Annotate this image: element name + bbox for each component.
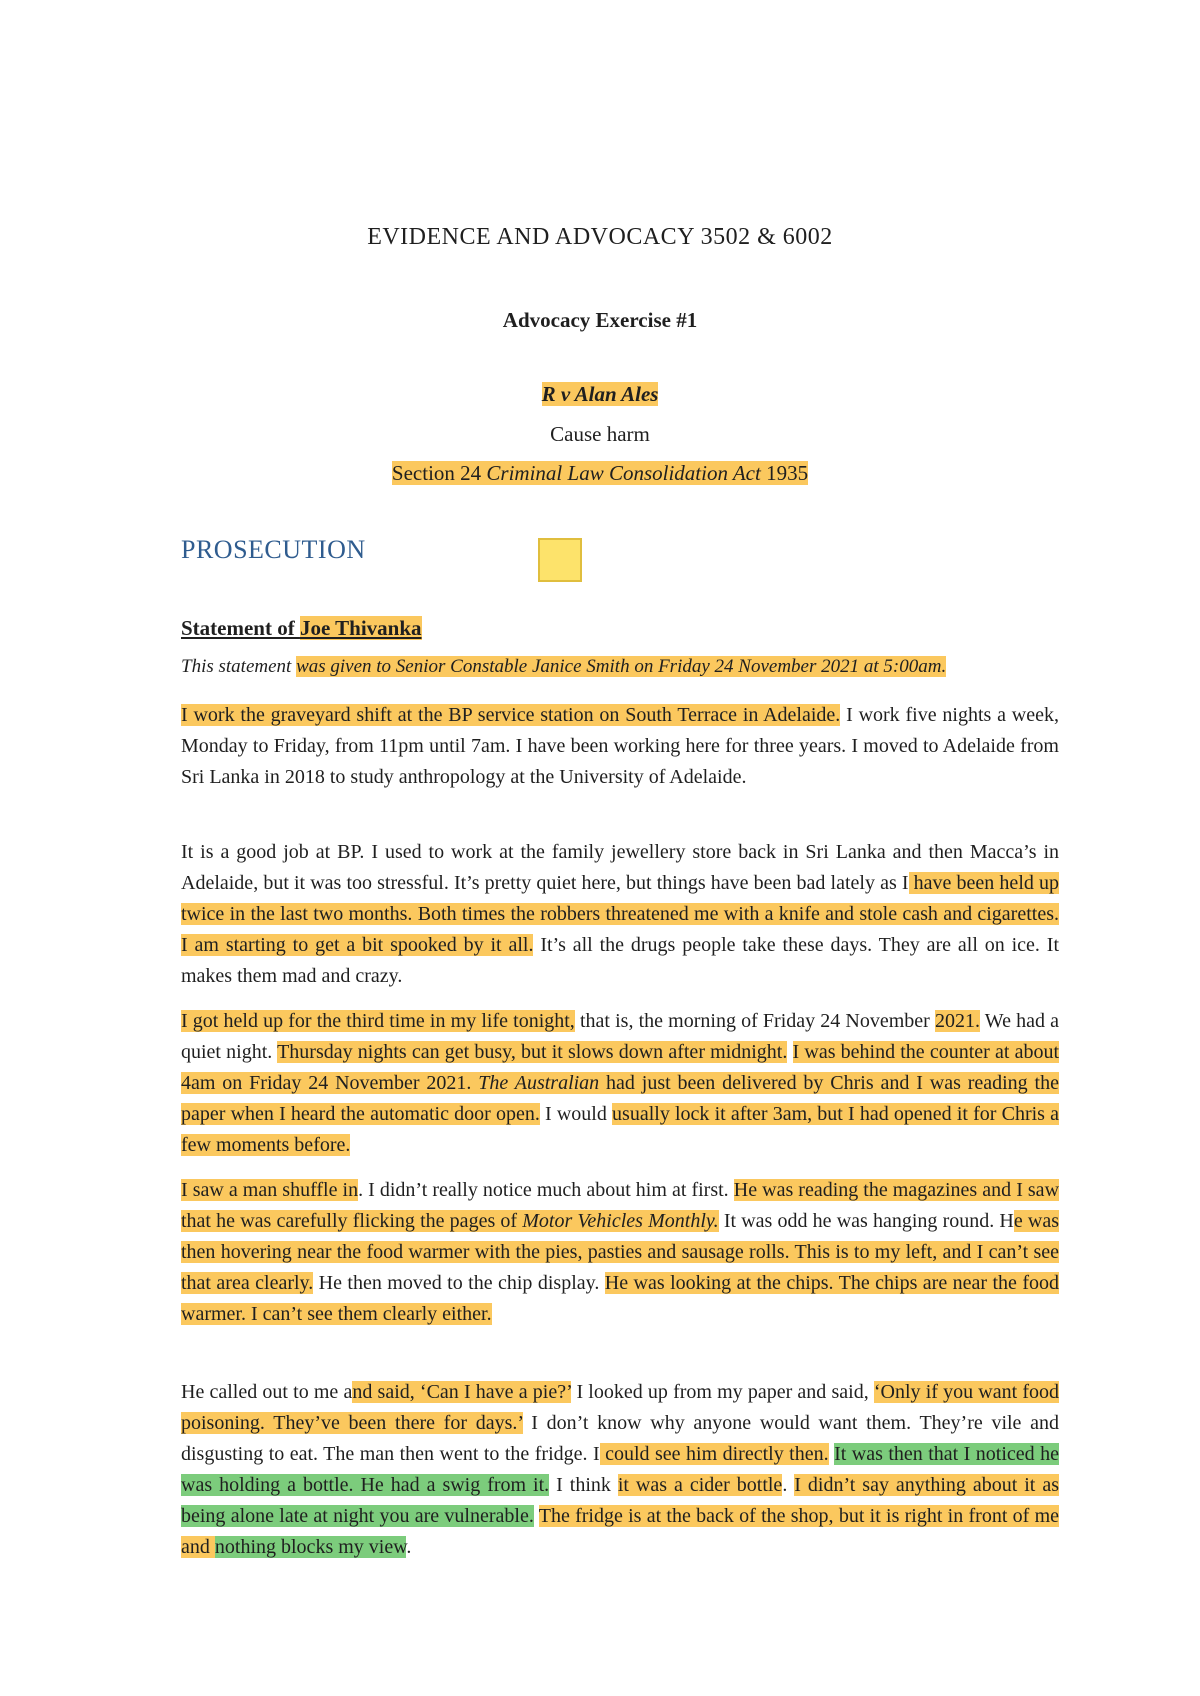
text-run: .: [782, 1474, 795, 1496]
statement-heading-prefix: Statement of: [181, 616, 300, 640]
text-run: It was then that I noticed he was holding a bottle. He had a swig from it.: [181, 1443, 1060, 1496]
text-run: I would: [539, 1103, 613, 1125]
text-run: [534, 1505, 539, 1527]
prosecution-heading: PROSECUTION: [181, 535, 366, 564]
text-run: nothing blocks my view: [214, 1536, 407, 1558]
text-run: H: [994, 1210, 1014, 1232]
text-run: Both times the robbers threatened me with a knife and stole cash and cigarettes. I am starting to get a bit spooked by it all.: [181, 903, 1059, 956]
paragraph-4: [181, 1175, 1059, 1330]
text-run: I work five nights a week, Monday to Friday, from 11pm until 7am. I have been working here for three years. I moved to Adelaide from Sri Lanka in 2018 to study anthropology at the University of Adelaide.: [181, 704, 1059, 788]
paragraph-5: [181, 1377, 1059, 1563]
course-title: EVIDENCE AND ADVOCACY 3502 & 6002: [367, 224, 833, 250]
text-run: The fridge is at the back of the shop, but it is right in front of me and: [181, 1505, 1059, 1558]
statement-note-detail: was given to Senior Constable Janice Smith on Friday 24 November 2021 at 5:00am.: [296, 656, 947, 677]
magazine-title: Motor Vehicles Monthly.: [522, 1210, 719, 1232]
act-name: Criminal Law Consolidation Act: [486, 461, 761, 485]
text-run: I didn’t say anything about it as: [794, 1474, 1059, 1496]
text-run: He then moved to the chip display.: [313, 1272, 605, 1294]
text-run: I work the graveyard shift at the BP service station on South Terrace in Adelaide.: [181, 704, 841, 726]
text-run: have been held up twice in the last two months.: [181, 872, 1059, 925]
paragraph-2: [181, 837, 1059, 992]
case-name-line: [0, 382, 1200, 407]
paragraph-3: [181, 1006, 1059, 1161]
text-run: I don’t know why anyone would want them. They’re vile and disgusting to eat. The man then went to the fridge. I: [181, 1412, 1059, 1465]
text-run: I looked up from my paper and said,: [571, 1381, 874, 1403]
case-name: R v Alan Ales: [541, 382, 659, 406]
text-run: He was reading the magazines and I saw that he was carefully flicking the pages of: [181, 1179, 1060, 1232]
text-run: had just been delivered by Chris and I was reading the paper when I heard the automatic door open.: [181, 1072, 1059, 1125]
text-run: He was looking at the chips. The chips are near the food warmer. I can’t see them clearly either.: [181, 1272, 1059, 1325]
text-run: I got held up for the third time in my life tonight,: [181, 1010, 575, 1032]
text-run: It’s all the drugs people take these days. They are all on ice. It makes them mad and crazy.: [181, 934, 1060, 987]
text-run: . I didn’t really notice much about him at first.: [358, 1179, 734, 1201]
text-run: 2021.: [935, 1010, 980, 1032]
text-run: We had a quiet night.: [181, 1010, 1059, 1063]
legislation-highlight: [392, 461, 808, 485]
text-run: that is, the morning of Friday 24 November: [574, 1010, 935, 1032]
statement-note: [181, 656, 1061, 678]
text-run: ‘Only if you want food poisoning. They’ve been there for days.’: [181, 1381, 1059, 1434]
statement-heading: [181, 616, 422, 641]
paragraph-1: [181, 700, 1059, 793]
text-run: could see him directly then.: [599, 1443, 829, 1465]
act-year: 1935: [760, 461, 809, 485]
newspaper-title: The Australian: [478, 1072, 600, 1094]
section-number: Section 24: [391, 461, 487, 485]
text-run: .: [406, 1536, 412, 1558]
text-run: usually lock it after 3am, but I had opened it for Chris a few moments before.: [181, 1103, 1060, 1156]
text-run: I saw a man shuffle in: [181, 1179, 359, 1201]
sticky-note-icon[interactable]: [538, 538, 582, 582]
statement-note-prefix: This statement: [181, 656, 297, 677]
exercise-title: Advocacy Exercise #1: [502, 308, 698, 332]
legislation-line: [0, 461, 1200, 486]
text-run: Thursday nights can get busy, but it slows down after midnight.: [277, 1041, 788, 1063]
text-run: it was a cider bottle: [617, 1474, 783, 1496]
text-run: nd said, ‘Can I have a pie?’: [352, 1381, 572, 1403]
text-run: It is a good job at BP. I used to work at the family jewellery store back in Sri Lanka and then Macca’s in Adelaide, but it was too stressful. It’s pretty quiet here, but things have been bad lately as I: [181, 841, 1059, 894]
text-run: I was behind the counter at about 4am on Friday 24 November 2021.: [181, 1041, 1060, 1094]
text-run: He called out to me a: [181, 1381, 353, 1403]
text-run: It was odd he was hanging round.: [718, 1210, 995, 1232]
text-run: being alone late at night you are vulnerable.: [181, 1505, 534, 1527]
text-run: I think: [549, 1474, 618, 1496]
charge: Cause harm: [550, 422, 650, 446]
witness-name: Joe Thivanka: [299, 616, 422, 640]
text-run: e was then hovering near the food warmer with the pies, pasties and sausage rolls. This is to my left, and I can’t see that area clearly.: [181, 1210, 1060, 1294]
